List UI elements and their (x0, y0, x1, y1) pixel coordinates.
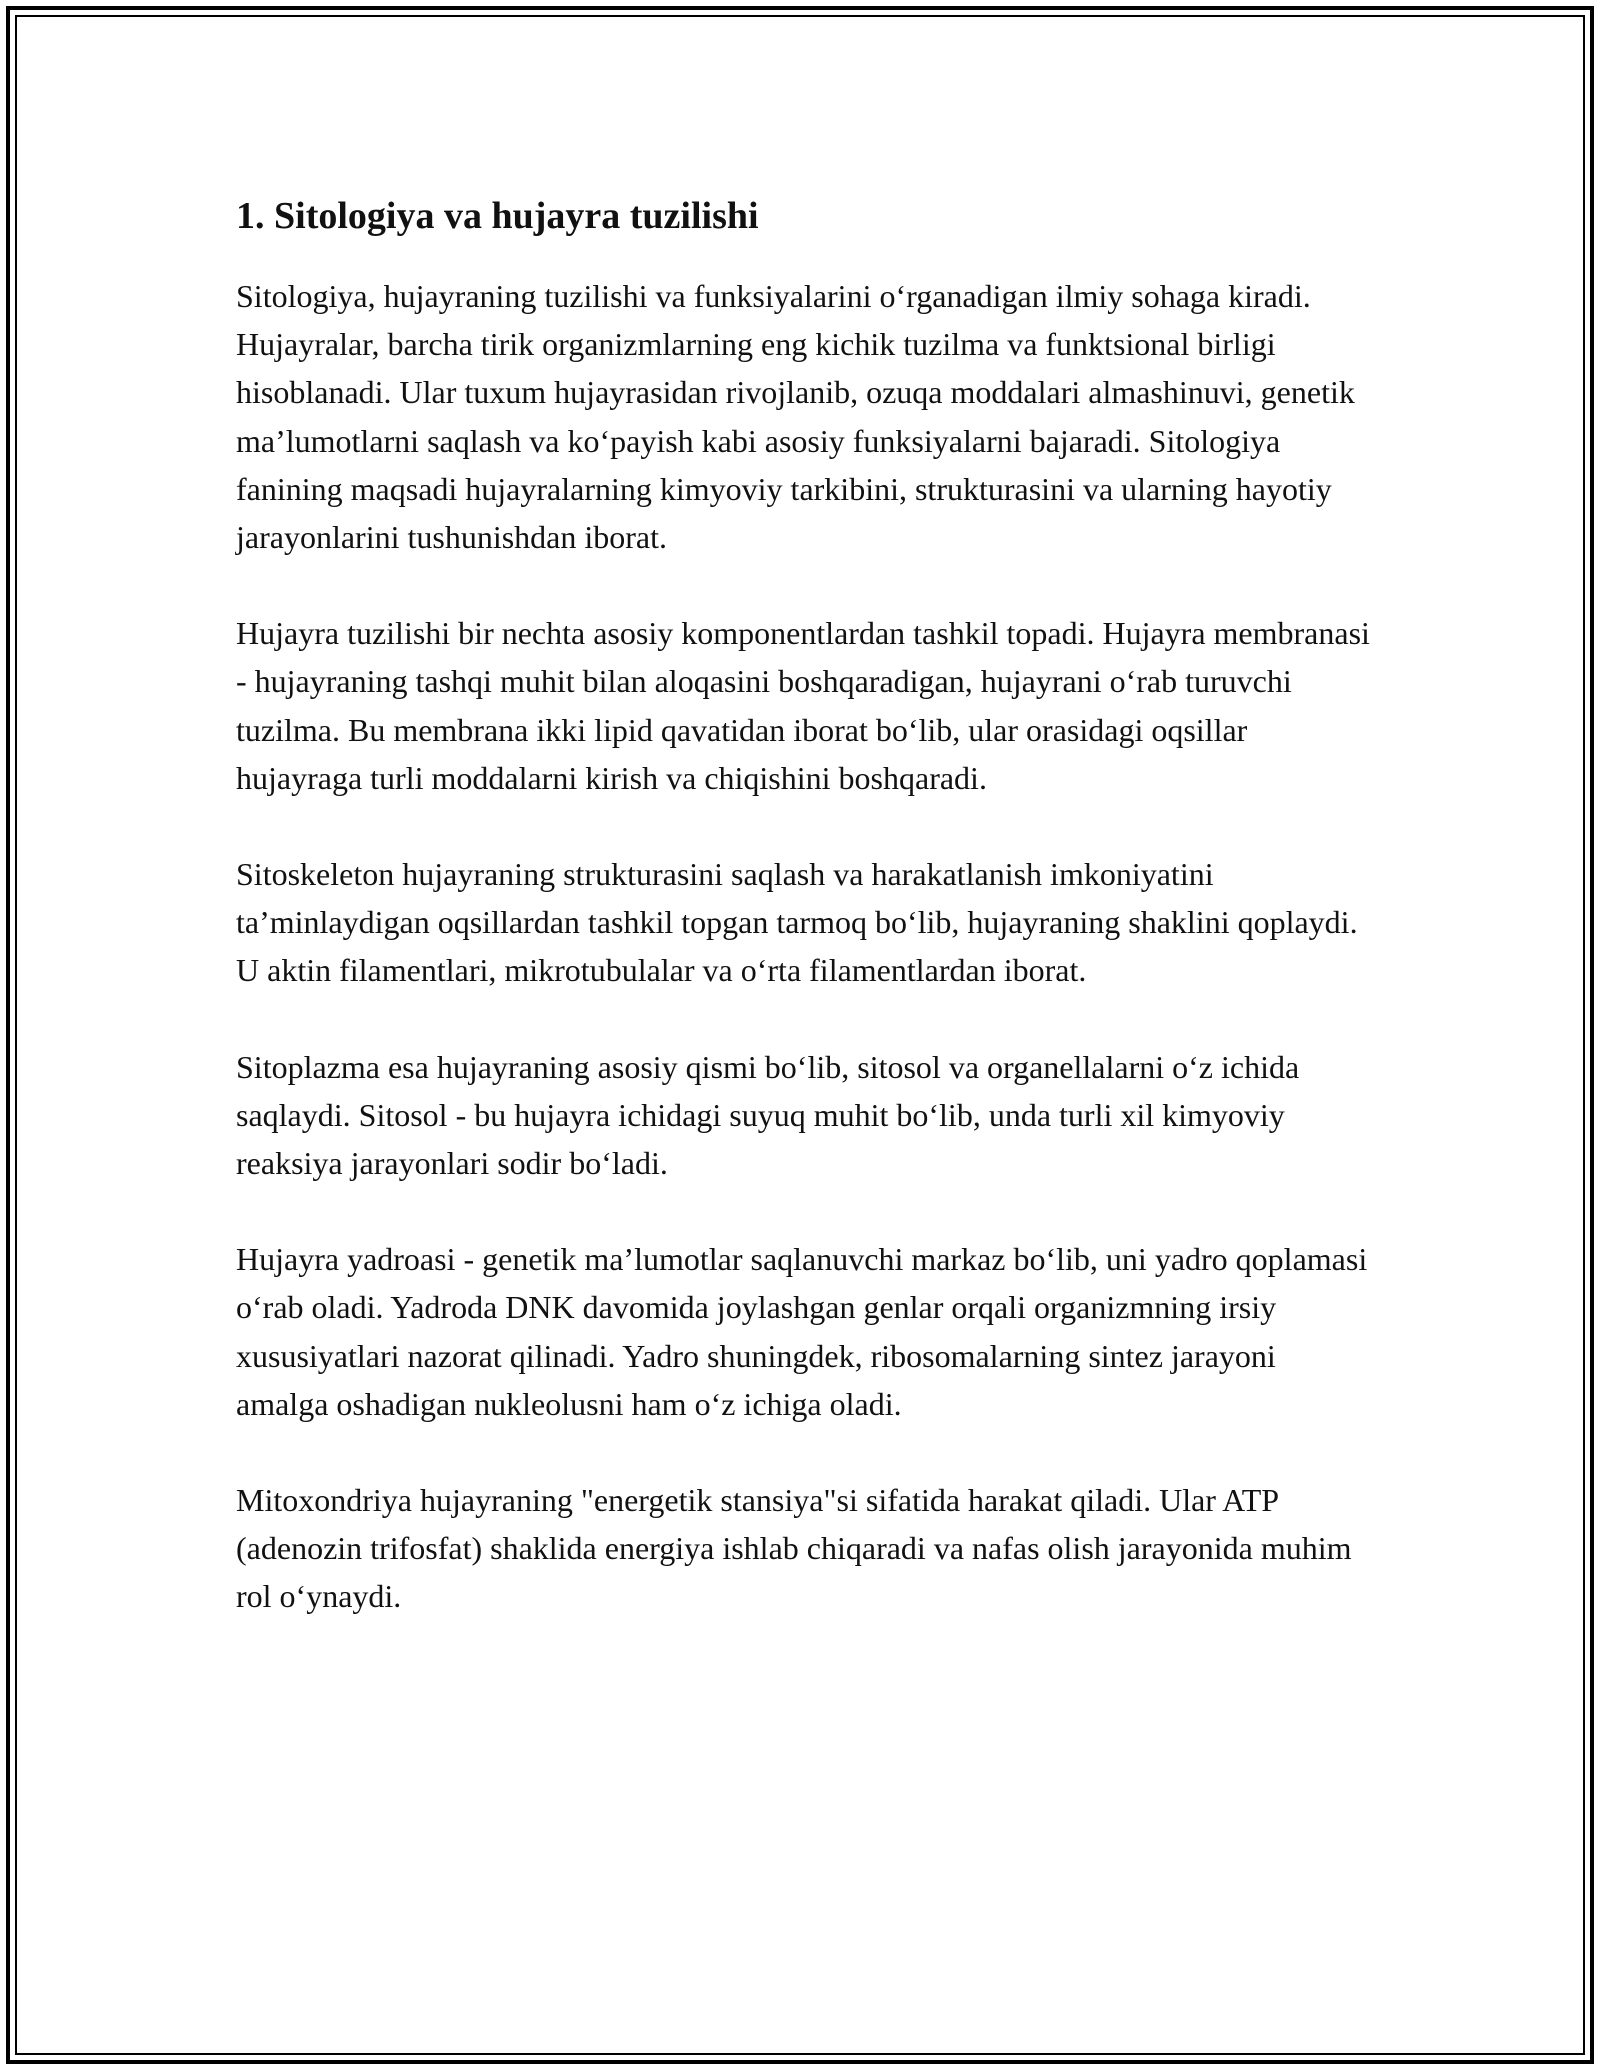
section-heading: 1. Sitologiya va hujayra tuzilishi (236, 195, 759, 237)
paragraph-sitoplazma: Sitoplazma esa hujayraning asosiy qismi bo‘lib, sitosol va organellalarni o‘z ichida saqlaydi. Sitosol - bu hujayra ichidagi suyuq muhit bo‘lib, unda turli xil kimyoviy reaksiya jarayonlari sodir bo‘ladi. (236, 1048, 1300, 1182)
paragraph-sitologiya: Sitologiya, hujayraning tuzilishi va funksiyalarini o‘rganadigan ilmiy sohaga kiradi. Hujayralar, barcha tirik organizmlarning eng kichik tuzilma va funktsional birligi hisoblanadi. Ular tuxum hujayrasidan rivojlanib, ozuqa moddalari almashinuvi, genetik ma’lumotlarni saqlash va ko‘payish kabi asosiy funksiyalarni bajaradi. Sitologiya fanining maqsadi hujayralarning kimyoviy tarkibini, strukturasini va ularning hayotiy jarayonlarini tushunishdan iborat. (236, 278, 1355, 556)
paragraph-sitoskeleton: Sitoskeleton hujayraning strukturasini saqlash va harakatlanish imkoniyatini ta’minlaydigan oqsillardan tashkil topgan tarmoq bo‘lib, hujayraning shaklini qoplaydi. U aktin filamentlari, mikrotubulalar va o‘rta filamentlardan iborat. (236, 856, 1358, 989)
paragraph-yadro: Hujayra yadroasi - genetik ma’lumotlar saqlanuvchi markaz bo‘lib, uni yadro qoplamasi o‘rab oladi. Yadroda DNK davomida joylashgan genlar orqali organizmning irsiy xususiyatlari nazorat qilinadi. Yadro shuningdek, ribosomalarning sintez jarayoni amalga oshadigan nukleolusni ham o‘z ichiga oladi. (236, 1241, 1368, 1422)
paragraph-mitoxondriya: Mitoxondriya hujayraning "energetik stansiya"si sifatida harakat qiladi. Ular ATP (adenozin trifosfat) shaklida energiya ishlab chiqaradi va nafas olish jarayonida muhim rol o‘ynaydi. (236, 1482, 1352, 1615)
document-body (236, 186, 1376, 1669)
paragraph-hujayra-tuzilishi: Hujayra tuzilishi bir nechta asosiy komponentlardan tashkil topadi. Hujayra membranasi - hujayraning tashqi muhit bilan aloqasini boshqaradigan, hujayrani o‘rab turuvchi tuzilma. Bu membrana ikki lipid qavatidan iborat bo‘lib, ular orasidagi oqsillar hujayraga turli moddalarni kirish va chiqishini boshqaradi. (236, 615, 1370, 796)
